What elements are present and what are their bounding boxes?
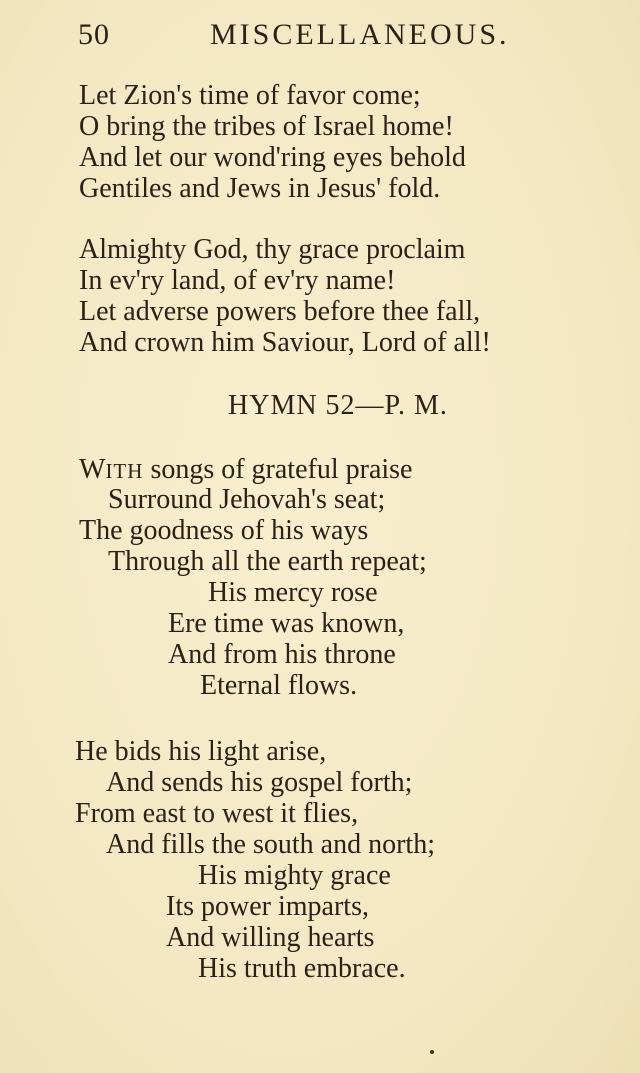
verse-line: Its power imparts, (166, 891, 369, 922)
verse-line: Let adverse powers before thee fall, (79, 296, 481, 327)
verse-line: Eternal flows. (200, 670, 358, 701)
verse-line: And sends his gospel forth; (106, 767, 413, 798)
verse-line: From east to west it flies, (75, 798, 359, 829)
running-head: MISCELLANEOUS. (210, 18, 510, 51)
small-caps-word: ITH (105, 459, 144, 483)
verse-line: And let our wond'ring eyes behold (79, 142, 466, 173)
verse-line: And fills the south and north; (106, 829, 435, 860)
verse-line: Almighty God, thy grace proclaim (79, 234, 466, 265)
print-speck (430, 1050, 434, 1054)
verse-line: In ev'ry land, of ev'ry name! (79, 265, 396, 296)
verse-line: Let Zion's time of favor come; (79, 80, 421, 111)
verse-line-first (79, 454, 412, 487)
verse-line: His mercy rose (208, 577, 378, 608)
verse-line: And crown him Saviour, Lord of all! (79, 327, 491, 358)
verse-line: And willing hearts (166, 922, 375, 953)
verse-line: And from his throne (168, 639, 396, 670)
verse-line: Through all the earth repeat; (108, 546, 427, 577)
page-header (0, 18, 640, 58)
verse-line: Gentiles and Jews in Jesus' fold. (79, 173, 441, 204)
verse-line: O bring the tribes of Israel home! (79, 111, 454, 142)
hymn-title: HYMN 52—P. M. (228, 390, 448, 421)
verse-line: The goodness of his ways (79, 515, 369, 546)
drop-initial: W (79, 454, 106, 485)
verse-line-rest: songs of grateful praise (143, 454, 413, 485)
verse-line: His mighty grace (198, 860, 391, 891)
verse-line: His truth embrace. (198, 953, 406, 984)
verse-line: He bids his light arise, (75, 736, 327, 767)
page-number: 50 (78, 18, 110, 51)
verse-line: Ere time was known, (168, 608, 405, 639)
verse-line: Surround Jehovah's seat; (108, 484, 386, 515)
